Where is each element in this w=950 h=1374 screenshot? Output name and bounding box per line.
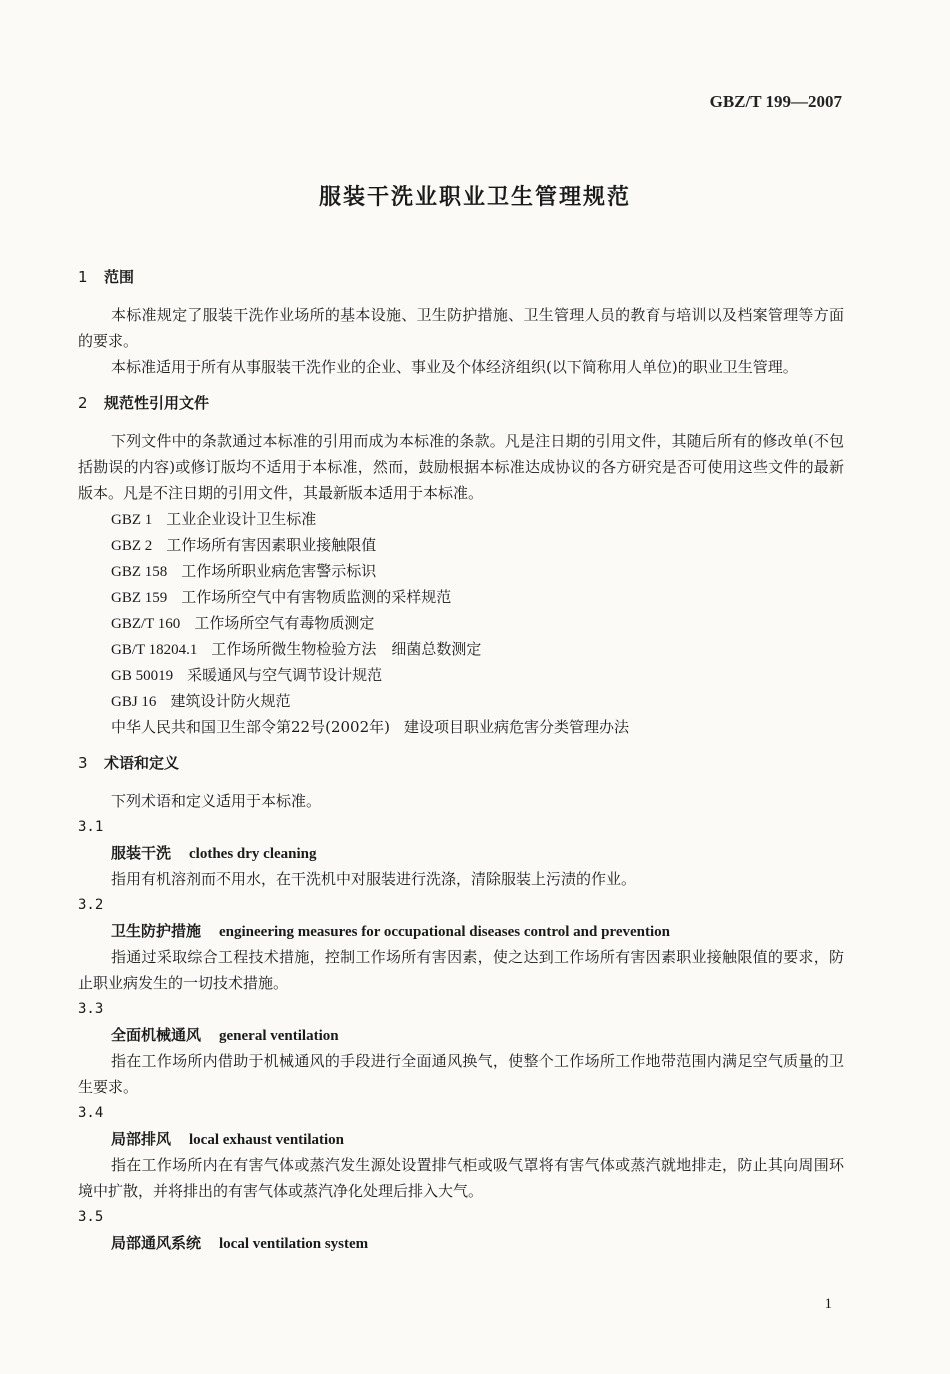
term-definition: 指在工作场所内在有害气体或蒸汽发生源处设置排气柜或吸气罩将有害气体或蒸汽就地排走，防止其向周围环境中扩散，并将排出的有害气体或蒸汽净化处理后排入大气。: [78, 1156, 844, 1200]
reference-code: GBZ/T 160: [111, 616, 181, 632]
section-number: 3: [78, 754, 88, 772]
term-definition: 指用有机溶剂而不用水，在干洗机中对服装进行洗涤，清除服装上污渍的作业。: [111, 870, 637, 888]
term-number: 3.2: [78, 897, 104, 913]
term-heading: [78, 1126, 844, 1152]
reference-item: [78, 662, 844, 688]
section-3-heading: [78, 750, 844, 776]
reference-name: 工业企业设计卫生标准: [166, 510, 317, 528]
reference-code: GBJ 16: [111, 694, 157, 710]
term-en: local ventilation system: [219, 1236, 369, 1252]
reference-item: [78, 610, 844, 636]
reference-name: 工作场所微生物检验方法 细菌总数测定: [211, 640, 482, 658]
reference-item: [78, 636, 844, 662]
reference-item: [78, 506, 844, 532]
reference-item: [78, 584, 844, 610]
reference-item: [78, 532, 844, 558]
paragraph: 下列术语和定义适用于本标准。: [111, 792, 322, 810]
paragraph: 本标准规定了服装干洗作业场所的基本设施、卫生防护措施、卫生管理人员的教育与培训以及档案管理等方面的要求。: [78, 306, 844, 350]
paragraph: 下列文件中的条款通过本标准的引用而成为本标准的条款。凡是注日期的引用文件，其随后所有的修改单(不包括勘误的内容)或修订版均不适用于本标准，然而，鼓励根据本标准达成协议的各方研究是否可使用这些文件的最新版本。凡是不注日期的引用文件，其最新版本适用于本标准。: [78, 432, 844, 502]
document-title: 服装干洗业职业卫生管理规范: [318, 185, 631, 210]
reference-code: GB 50019: [111, 668, 174, 684]
term-heading: [78, 1230, 844, 1256]
reference-item: [78, 688, 844, 714]
term-en: local exhaust ventilation: [189, 1132, 345, 1148]
reference-code: GB/T 18204.1: [111, 642, 198, 658]
term-number: 3.4: [78, 1105, 104, 1121]
section-title: 术语和定义: [104, 754, 180, 772]
reference-item: [78, 558, 844, 584]
reference-name: 采暖通风与空气调节设计规范: [187, 666, 383, 684]
section-number: 2: [78, 394, 88, 412]
paragraph: 本标准适用于所有从事服装干洗作业的企业、事业及个体经济组织(以下简称用人单位)的职业卫生管理。: [111, 358, 798, 376]
reference-code: GBZ 158: [111, 564, 168, 580]
section-title: 规范性引用文件: [104, 394, 210, 412]
standard-code: GBZ/T 199—2007: [709, 92, 842, 111]
document-body: [78, 258, 844, 1256]
term-definition: 指通过采取综合工程技术措施，控制工作场所有害因素，使之达到工作场所有害因素职业接触限值的要求，防止职业病发生的一切技术措施。: [78, 948, 844, 992]
reference-code: GBZ 1: [111, 512, 153, 528]
term-en: engineering measures for occupational diseases control and prevention: [219, 924, 670, 940]
reference-name: 建设项目职业病危害分类管理办法: [403, 718, 629, 736]
reference-name: 工作场所职业病危害警示标识: [181, 562, 377, 580]
reference-name: 建筑设计防火规范: [170, 692, 291, 710]
reference-name: 工作场所有害因素职业接触限值: [166, 536, 377, 554]
term-number: 3.1: [78, 819, 104, 835]
reference-code: GBZ 2: [111, 538, 153, 554]
term-zh: 全面机械通风: [111, 1026, 202, 1044]
reference-code: GBZ 159: [111, 590, 168, 606]
section-2-heading: [78, 390, 844, 416]
term-heading: [78, 1022, 844, 1048]
reference-code: 中华人民共和国卫生部令第22号(2002年): [111, 718, 390, 736]
term-number: 3.5: [78, 1209, 104, 1225]
reference-name: 工作场所空气中有害物质监测的采样规范: [181, 588, 452, 606]
term-zh: 局部排风: [111, 1130, 172, 1148]
term-en: general ventilation: [219, 1028, 339, 1044]
reference-item: [78, 714, 844, 740]
term-number: 3.3: [78, 1001, 104, 1017]
section-1-heading: [78, 264, 844, 290]
reference-list: [78, 506, 844, 740]
term-zh: 卫生防护措施: [111, 922, 202, 940]
section-number: 1: [78, 268, 88, 286]
term-heading: [78, 918, 844, 944]
term-en: clothes dry cleaning: [189, 846, 317, 862]
term-zh: 局部通风系统: [111, 1234, 202, 1252]
term-heading: [78, 840, 844, 866]
term-zh: 服装干洗: [111, 844, 172, 862]
page-number: 1: [824, 1296, 832, 1312]
section-title: 范围: [104, 268, 135, 286]
reference-name: 工作场所空气有毒物质测定: [194, 614, 375, 632]
term-definition: 指在工作场所内借助于机械通风的手段进行全面通风换气，使整个工作场所工作地带范围内满足空气质量的卫生要求。: [78, 1052, 844, 1096]
